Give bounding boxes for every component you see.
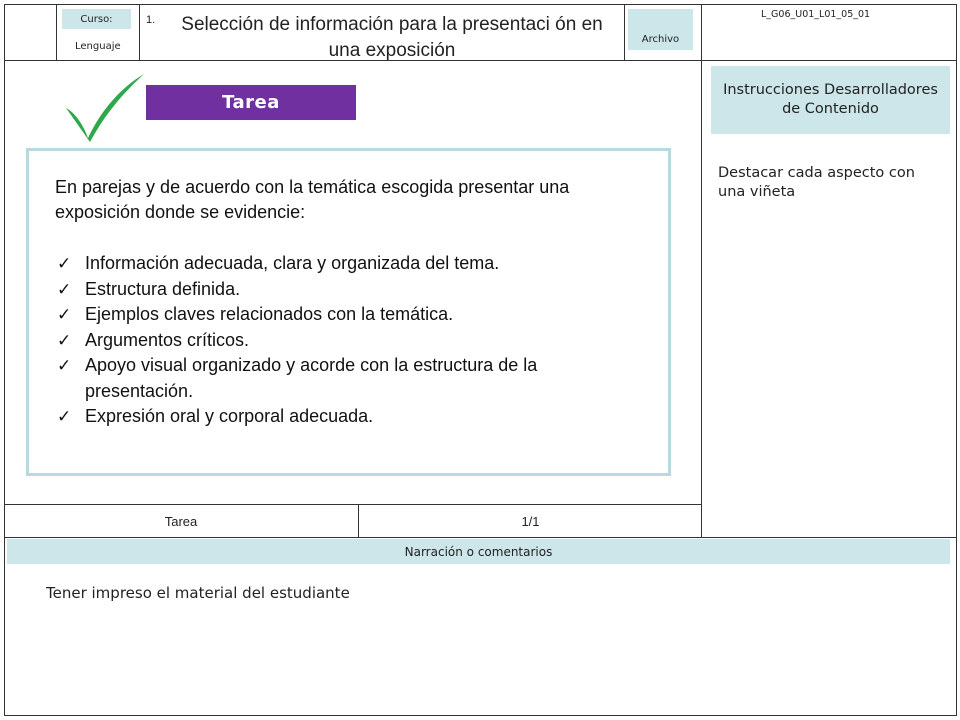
developer-instructions-tag: Instrucciones Desarrolladores de Contenido <box>711 66 950 134</box>
frame-bottom <box>4 715 957 716</box>
list-item <box>57 353 637 404</box>
task-intro: En parejas y de acuerdo con la temática escogida presentar una exposición donde se evidencie: <box>55 177 570 222</box>
frame-top <box>4 4 957 5</box>
frame-right <box>956 4 957 716</box>
check-bullet-icon: ✓ <box>57 254 72 273</box>
list-item <box>57 328 637 354</box>
list-item-text: Expresión oral y corporal adecuada. <box>85 406 374 426</box>
task-banner: Tarea <box>146 85 356 120</box>
task-list <box>57 251 637 430</box>
header-col-4 <box>701 4 702 61</box>
check-bullet-icon: ✓ <box>57 305 72 324</box>
list-item-text: Estructura definida. <box>85 278 241 299</box>
footer-page-number: 1/1 <box>521 514 540 529</box>
narration-divider <box>4 537 957 538</box>
list-item <box>57 302 637 328</box>
footer-top-line <box>4 504 702 505</box>
list-item <box>57 251 637 277</box>
list-item-text: Argumentos críticos. <box>85 329 250 350</box>
lesson-number: 1. <box>146 14 156 26</box>
curso-label: Curso: <box>62 9 131 29</box>
check-bullet-icon: ✓ <box>57 279 72 299</box>
file-code: L_G06_U01_L01_05_01 <box>761 9 871 20</box>
sidebar-divider <box>701 60 702 538</box>
header-col-3 <box>624 4 625 61</box>
narration-tag: Narración o comentarios <box>7 539 950 564</box>
narration-text: Tener impreso el material del estudiante <box>46 584 350 602</box>
check-bullet-icon: ✓ <box>57 330 72 350</box>
checkmark-icon <box>64 72 146 144</box>
header-col-1 <box>56 4 57 61</box>
developer-instructions-text: Destacar cada aspecto con una viñeta <box>718 165 915 200</box>
list-item-text: Información adecuada, clara y organizada del tema. <box>85 253 500 273</box>
list-item <box>57 277 637 303</box>
footer-task-label: Tarea <box>164 514 198 529</box>
list-item <box>57 404 637 430</box>
header-col-2 <box>139 4 140 61</box>
frame-left <box>4 4 5 716</box>
check-bullet-icon: ✓ <box>57 356 72 375</box>
page-title: Selección de información para la presentaci ón en una exposición <box>181 14 603 61</box>
check-bullet-icon: ✓ <box>57 407 72 426</box>
task-box <box>26 148 671 476</box>
list-item-text: Ejemplos claves relacionados con la temática. <box>85 304 454 324</box>
curso-value: Lenguaje <box>75 41 121 52</box>
list-item-text: Apoyo visual organizado y acorde con la estructura de la presentación. <box>85 355 538 401</box>
archivo-label: Archivo <box>628 9 693 50</box>
